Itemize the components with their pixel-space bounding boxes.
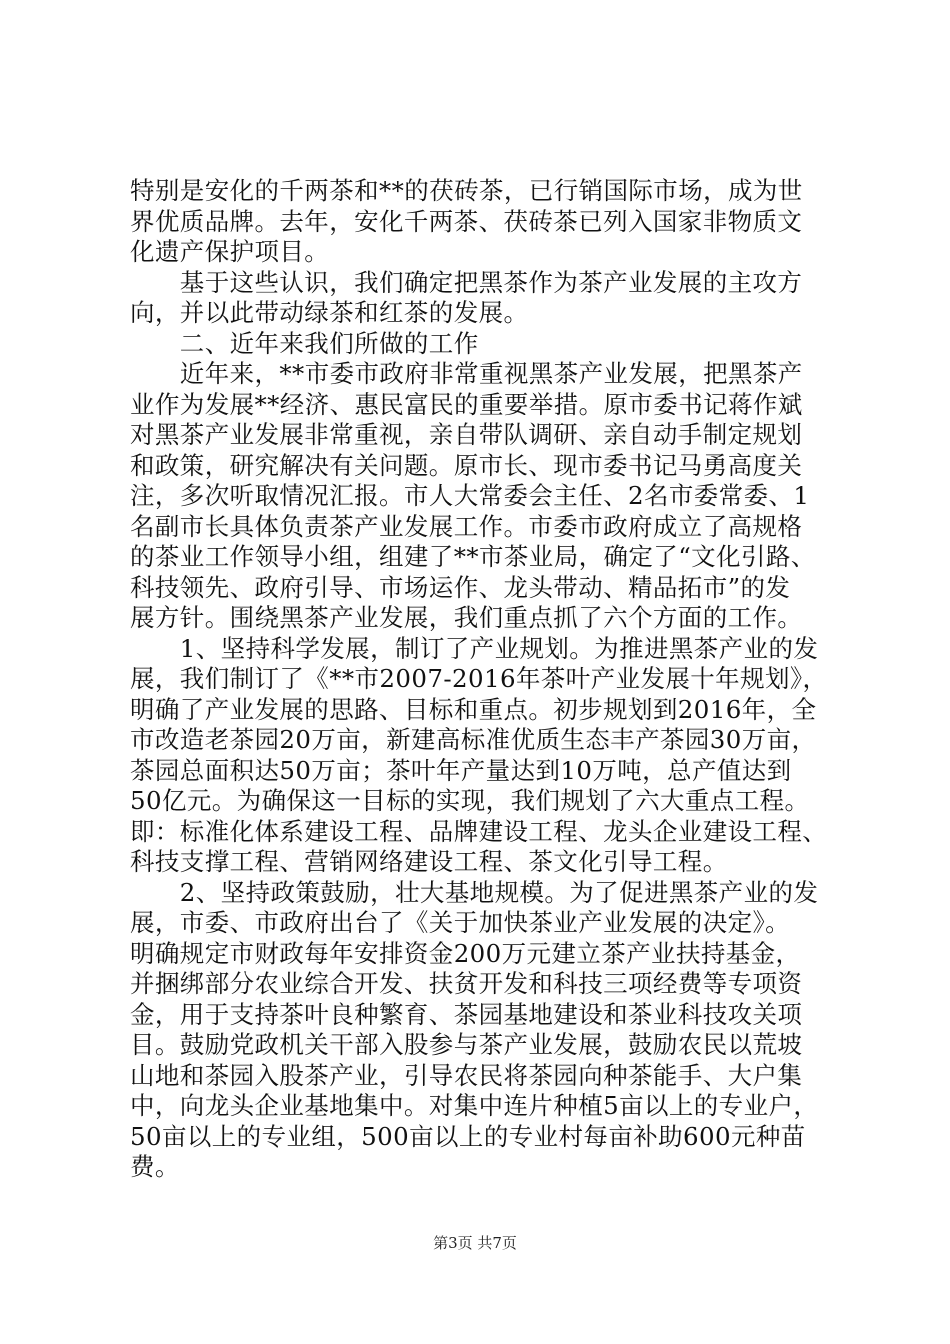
- body-text-line: 科技支撑工程、营销网络建设工程、茶文化引导工程。: [130, 847, 728, 876]
- body-text-line: 特别是安化的千两茶和**的茯砖茶，已行销国际市场，成为世: [130, 176, 803, 205]
- body-text-line: 市改造老茶园20万亩，新建高标准优质生态丰产茶园30万亩，: [130, 725, 817, 754]
- body-text-line: 业作为发展**经济、惠民富民的重要举措。原市委书记蒋作斌: [130, 389, 803, 419]
- body-text-line: 目。鼓励党政机关干部入股参与茶产业发展，鼓励农民以荒坡: [130, 1030, 803, 1059]
- body-text-line: 基于这些认识，我们确定把黑茶作为茶产业发展的主攻方: [130, 267, 803, 297]
- body-text-line: 明确规定市财政每年安排资金200万元建立茶产业扶持基金，: [130, 938, 801, 968]
- body-text-line: 展，市委、市政府出台了《关于加快茶业产业发展的决定》。: [130, 908, 791, 937]
- body-text-line: 近年来，**市委市政府非常重视黑茶产业发展，把黑茶产: [130, 359, 803, 388]
- body-text-line: 化遗产保护项目。: [130, 237, 330, 266]
- body-text-line: 50亿元。为确保这一目标的实现，我们规划了六大重点工程。: [130, 786, 810, 815]
- body-text-line: 注，多次听取情况汇报。市人大常委会主任、2名市委常委、1: [130, 481, 810, 510]
- body-text-line: 界优质品牌。去年，安化千两茶、茯砖茶已列入国家非物质文: [130, 206, 803, 236]
- body-text-line: 金，用于支持茶叶良种繁育、茶园基地建设和茶业科技攻关项: [130, 999, 803, 1029]
- body-text-line: 科技领先、政府引导、市场运作、龙头带动、精品拓市”的发: [130, 572, 791, 602]
- body-text-line: 展方针。围绕黑茶产业发展，我们重点抓了六个方面的工作。: [130, 603, 803, 632]
- body-text-line: 2、坚持政策鼓励，壮大基地规模。为了促进黑茶产业的发: [130, 877, 819, 907]
- body-text-line: 1、坚持科学发展，制订了产业规划。为推进黑茶产业的发: [130, 633, 819, 663]
- body-text-line: 的茶业工作领导小组，组建了**市茶业局，确定了“文化引路、: [130, 542, 816, 571]
- body-text-line: 展，我们制订了《**市2007-2016年茶叶产业发展十年规划》，: [130, 664, 828, 693]
- body-text-line: 中，向龙头企业基地集中。对集中连片种植5亩以上的专业户，: [130, 1091, 819, 1120]
- body-text-line: 名副市长具体负责茶产业发展工作。市委市政府成立了高规格: [130, 511, 803, 541]
- body-text-line: 并捆绑部分农业综合开发、扶贫开发和科技三项经费等专项资: [130, 969, 803, 998]
- body-text-line: 向，并以此带动绿茶和红茶的发展。: [130, 298, 529, 327]
- section-heading: 二、近年来我们所做的工作: [130, 328, 479, 358]
- body-text-line: 50亩以上的专业组，500亩以上的专业村每亩补助600元种苗: [130, 1121, 806, 1151]
- body-text-line: 即：标准化体系建设工程、品牌建设工程、龙头企业建设工程、: [130, 816, 828, 846]
- body-text-line: 茶园总面积达50万亩；茶叶年产量达到10万吨，总产值达到: [130, 755, 792, 785]
- body-text-line: 山地和茶园入股茶产业，引导农民将茶园向种茶能手、大户集: [130, 1060, 803, 1090]
- page-footer: 第3页 共7页: [433, 1234, 517, 1252]
- body-text-line: 和政策，研究解决有关问题。原市长、现市委书记马勇高度关: [130, 450, 803, 480]
- body-text-line: 对黑茶产业发展非常重视，亲自带队调研、亲自动手制定规划: [130, 420, 803, 449]
- body-text-line: 明确了产业发展的思路、目标和重点。初步规划到2016年，全: [130, 694, 817, 724]
- body-text-line: 费。: [130, 1152, 180, 1181]
